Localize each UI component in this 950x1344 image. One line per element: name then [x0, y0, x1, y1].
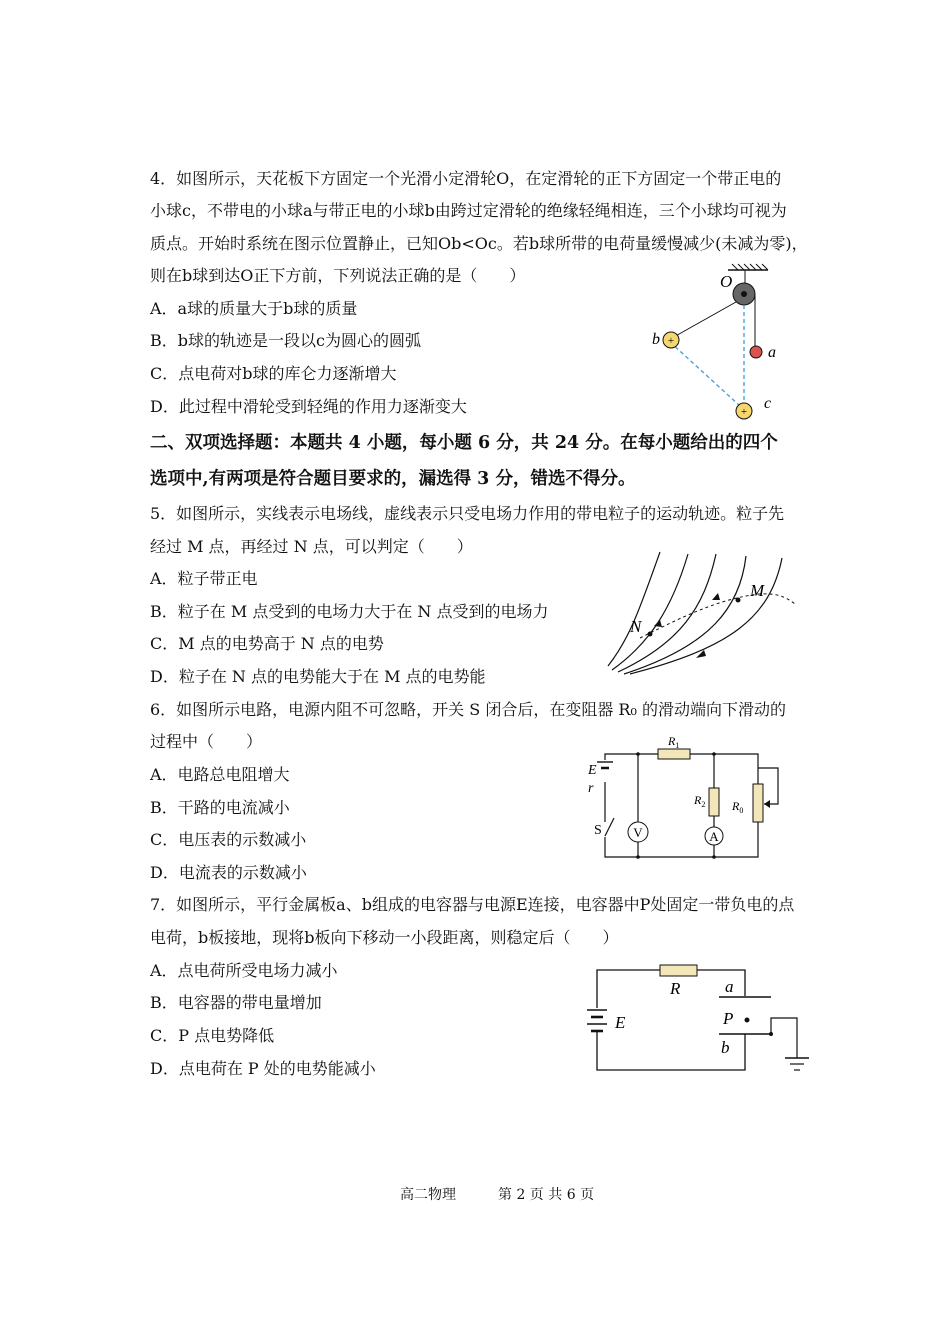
svg-text:+: +	[740, 406, 748, 418]
label-r0: $R_0$	[732, 799, 744, 815]
q6-option-c: C．电压表的示数减小	[150, 830, 307, 849]
label-plate-b: b	[721, 1038, 730, 1057]
q7-stem-line-1: 7．如图所示，平行金属板a、b组成的电容器与电源E连接，电容器中P处固定一带负电的点	[150, 895, 795, 914]
q4-stem-line-2: 小球c，不带电的小球a与带正电的小球b由跨过定滑轮的绝缘轻绳相连，三个小球均可视为	[150, 201, 787, 220]
label-a-meter: A	[709, 829, 719, 844]
field-line	[608, 552, 660, 666]
q6-stem-line-2: 过程中（ ）	[150, 732, 263, 751]
label-o: O	[720, 272, 733, 291]
section2-heading-line-1: 二、双项选择题：本题共 4 小题，每小题 6 分，共 24 分。在每小题给出的四个	[150, 433, 778, 453]
footer-subject: 高二物理	[400, 1187, 456, 1203]
rope-b	[672, 302, 736, 338]
q7-stem-line-2: 电荷，b板接地，现将b板向下移动一小段距离，则稳定后（ ）	[150, 928, 619, 947]
trajectory-dashed	[640, 594, 795, 638]
point-n	[648, 632, 653, 637]
label-s: S	[594, 823, 602, 838]
label-r: r	[588, 781, 594, 796]
label-plate-a: a	[725, 977, 734, 996]
label-b: b	[652, 331, 660, 348]
label-c: c	[764, 395, 772, 412]
svg-text:+: +	[667, 335, 675, 347]
q4-stem-line-3: 质点。开始时系统在图示位置静止，已知Ob<Oc。若b球所带的电荷量缓慢减少(未减为零)，	[150, 234, 808, 253]
ground-icon	[785, 1058, 809, 1070]
q5-option-b: B．粒子在 M 点受到的电场力大于在 N 点受到的电场力	[150, 602, 549, 621]
q7-option-a: A．点电荷所受电场力减小	[150, 961, 338, 980]
resistor-r	[660, 965, 697, 976]
label-m: M	[750, 581, 765, 600]
label-r2: $R_2$	[694, 793, 706, 809]
ground-wire	[771, 1018, 797, 1058]
arrow-head	[712, 593, 720, 600]
q4-stem-line-1: 4．如图所示，天花板下方固定一个光滑小定滑轮O，在定滑轮的正下方固定一个带正电的	[150, 169, 782, 188]
label-r: R	[670, 979, 681, 998]
label-p: P	[723, 1009, 734, 1028]
ceiling	[728, 264, 768, 284]
q4-option-d: D．此过程中滑轮受到轻绳的作用力逐渐变大	[150, 397, 467, 416]
q5-option-d: D．粒子在 N 点的电势能大于在 M 点的电势能	[150, 667, 486, 686]
q5-stem-line-2: 经过 M 点，再经过 N 点，可以判定（ ）	[150, 537, 473, 556]
q6-option-b: B．干路的电流减小	[150, 798, 290, 817]
point-m	[736, 598, 741, 603]
q4-option-b: B．b球的轨迹是一段以c为圆心的圆弧	[150, 331, 421, 350]
q6-stem-line-1: 6．如图所示电路，电源内阻不可忽略，开关 S 闭合后，在变阻器 R₀ 的滑动端向下滑动的	[150, 700, 786, 719]
arrow-head	[654, 620, 662, 627]
q7-option-d: D．点电荷在 P 处的电势能减小	[150, 1059, 376, 1078]
q6-option-d: D．电流表的示数减小	[150, 863, 307, 882]
q5-option-a: A．粒子带正电	[150, 569, 258, 588]
field-line	[630, 558, 782, 674]
q5-option-c: C．M 点的电势高于 N 点的电势	[150, 634, 384, 653]
label-e: E	[615, 1013, 626, 1032]
battery-e	[587, 1010, 607, 1031]
battery	[597, 762, 613, 768]
q4-stem-line-4: 则在b球到达O正下方前，下列说法正确的是（ ）	[150, 266, 526, 285]
label-a: a	[768, 344, 776, 361]
q4-option-c: C．点电荷对b球的库仑力逐渐增大	[150, 364, 397, 383]
resistor-r2	[709, 788, 719, 816]
q5-stem-line-1: 5．如图所示，实线表示电场线，虚线表示只受电场力作用的带电粒子的运动轨迹。粒子先	[150, 504, 785, 523]
label-n: N	[630, 617, 642, 636]
label-e: E	[588, 763, 597, 778]
q7-capacitor-figure	[585, 958, 815, 1083]
section2-heading-line-2: 选项中,有两项是符合题目要求的，漏选得 3 分，错选不得分。	[150, 469, 636, 489]
resistor-r1	[658, 749, 690, 759]
q7-option-b: B．电容器的带电量增加	[150, 993, 322, 1012]
label-v: V	[633, 825, 643, 840]
rheostat-slider	[764, 800, 770, 808]
q7-option-c: C．P 点电势降低	[150, 1026, 275, 1045]
label-r1: $R_1$	[668, 734, 680, 750]
q6-circuit-figure	[580, 732, 800, 862]
q4-pulley-figure	[640, 262, 790, 432]
q6-option-a: A．电路总电阻增大	[150, 765, 290, 784]
point-p	[745, 1018, 750, 1023]
dashed-bc	[670, 342, 740, 406]
q4-option-a: A．a球的质量大于b球的质量	[150, 299, 358, 318]
footer-page-number: 第 2 页 共 6 页	[498, 1187, 595, 1203]
ball-a	[750, 346, 762, 358]
rheostat-r0	[753, 784, 763, 822]
switch-s	[605, 818, 614, 836]
q5-field-lines-figure	[600, 548, 810, 678]
